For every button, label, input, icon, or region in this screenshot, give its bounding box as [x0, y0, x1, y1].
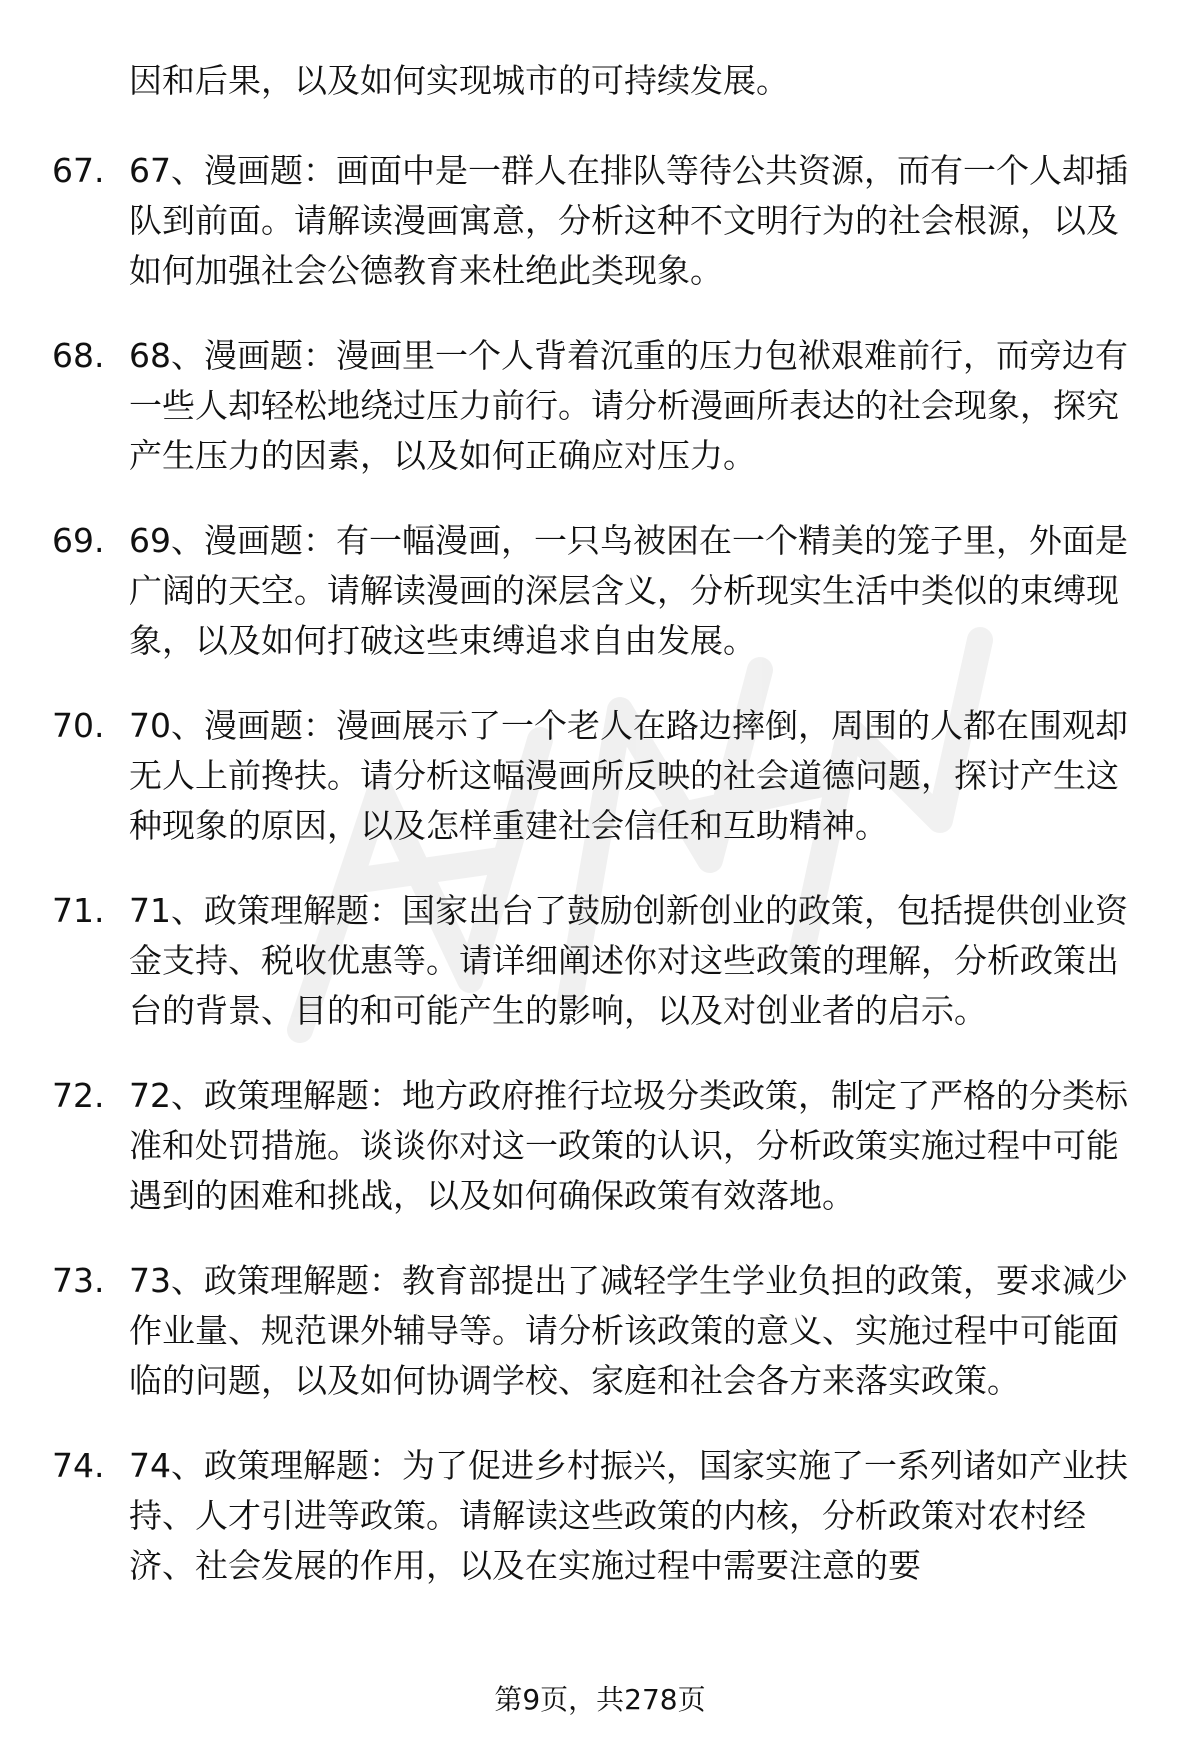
item-number: 68.	[52, 336, 105, 375]
item-number: 70.	[52, 706, 105, 745]
item-text: 71、政策理解题：国家出台了鼓励创新创业的政策，包括提供创业资金支持、税收优惠等。请详细阐述你对这些政策的理解，分析政策出台的背景、目的和可能产生的影响，以及对创业者的启示。	[129, 891, 1128, 1030]
item-text: 72、政策理解题：地方政府推行垃圾分类政策，制定了严格的分类标准和处罚措施。谈谈你对这一政策的认识，分析政策实施过程中可能遇到的困难和挑战，以及如何确保政策有效落地。	[129, 1076, 1128, 1215]
item-number: 72.	[52, 1076, 105, 1115]
item-text: 70、漫画题：漫画展示了一个老人在路边摔倒，周围的人都在围观却无人上前搀扶。请分析这幅漫画所反映的社会道德问题，探讨产生这种现象的原因，以及怎样重建社会信任和互助精神。	[129, 706, 1128, 845]
item-number: 71.	[52, 891, 105, 930]
continuation-text: 因和后果，以及如何实现城市的可持续发展。	[129, 61, 789, 100]
list-item	[0, 146, 1200, 296]
question-list	[0, 146, 1200, 1626]
item-text: 74、政策理解题：为了促进乡村振兴，国家实施了一系列诸如产业扶持、人才引进等政策。请解读这些政策的内核，分析政策对农村经济、社会发展的作用，以及在实施过程中需要注意的要	[129, 1446, 1128, 1585]
list-item	[0, 331, 1200, 481]
list-item	[0, 1071, 1200, 1221]
page-footer: 第9页，共278页	[494, 1683, 706, 1716]
item-text: 68、漫画题：漫画里一个人背着沉重的压力包袱艰难前行，而旁边有一些人却轻松地绕过压力前行。请分析漫画所表达的社会现象，探究产生压力的因素，以及如何正确应对压力。	[129, 336, 1128, 475]
item-text: 73、政策理解题：教育部提出了减轻学生学业负担的政策，要求减少作业量、规范课外辅导等。请分析该政策的意义、实施过程中可能面临的问题，以及如何协调学校、家庭和社会各方来落实政策。	[129, 1261, 1128, 1400]
list-item	[0, 1256, 1200, 1406]
item-number: 69.	[52, 521, 105, 560]
item-text: 69、漫画题：有一幅漫画，一只鸟被困在一个精美的笼子里，外面是广阔的天空。请解读漫画的深层含义，分析现实生活中类似的束缚现象，以及如何打破这些束缚追求自由发展。	[129, 521, 1128, 660]
list-item	[0, 701, 1200, 851]
item-number: 74.	[52, 1446, 105, 1485]
item-number: 67.	[52, 151, 105, 190]
list-item	[0, 516, 1200, 666]
list-item	[0, 886, 1200, 1036]
item-number: 73.	[52, 1261, 105, 1300]
list-item	[0, 1441, 1200, 1591]
item-text: 67、漫画题：画面中是一群人在排队等待公共资源，而有一个人却插队到前面。请解读漫画寓意，分析这种不文明行为的社会根源，以及如何加强社会公德教育来杜绝此类现象。	[129, 151, 1128, 290]
